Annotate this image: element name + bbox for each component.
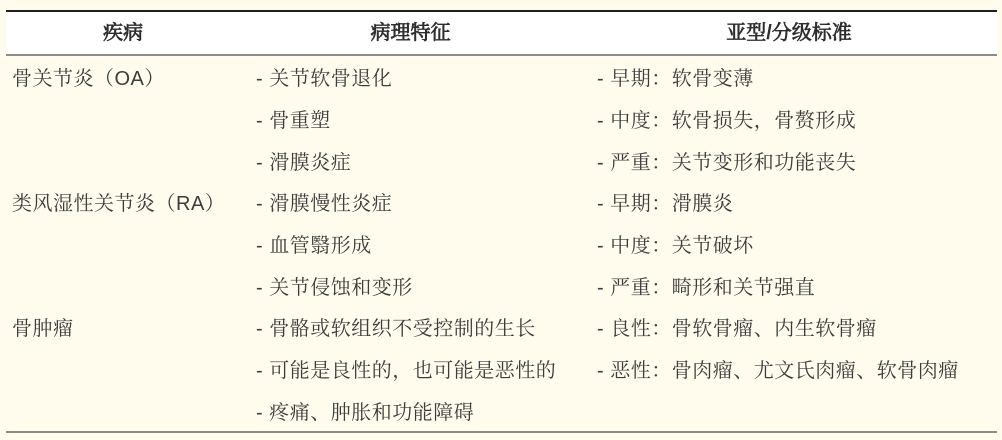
header-cell-pathology: 病理特征 [240, 12, 581, 55]
disease-table-container [6, 10, 997, 433]
table-row [6, 306, 997, 431]
criteria-line: - 严重：关节变形和功能丧失 [597, 151, 857, 174]
features-cell [240, 306, 581, 431]
criteria-line: - 严重：畸形和关节强直 [597, 276, 816, 299]
feature-line: - 滑膜炎症 [256, 151, 352, 174]
criteria-line: - 良性：骨软骨瘤、内生软骨瘤 [597, 317, 877, 340]
disease-name: 类风湿性关节炎（RA） [12, 192, 226, 215]
disease-table [6, 12, 997, 431]
feature-line: - 骨骼或软组织不受控制的生长 [256, 317, 536, 340]
disease-cell [6, 55, 240, 181]
features-cell [240, 55, 581, 181]
header-cell-subtype-grading: 亚型/分级标准 [581, 12, 997, 55]
disease-name: 骨肿瘤 [12, 317, 74, 340]
feature-line: - 关节软骨退化 [256, 67, 393, 90]
criteria-line: - 中度：软骨损失，骨赘形成 [597, 109, 857, 132]
feature-line: - 疼痛、肿胀和功能障碍 [256, 401, 475, 424]
feature-line: - 关节侵蚀和变形 [256, 276, 413, 299]
criteria-cell [581, 55, 997, 181]
feature-line: - 血管翳形成 [256, 234, 372, 257]
feature-line: - 可能是良性的，也可能是恶性的 [256, 359, 557, 382]
feature-line: - 滑膜慢性炎症 [256, 192, 393, 215]
header-row [6, 12, 997, 55]
header-cell-disease: 疾病 [6, 12, 240, 55]
disease-name: 骨关节炎（OA） [12, 67, 165, 90]
criteria-cell [581, 306, 997, 431]
criteria-cell [581, 181, 997, 306]
criteria-line: - 早期：滑膜炎 [597, 192, 734, 215]
feature-line: - 骨重塑 [256, 109, 331, 132]
criteria-line: - 早期：软骨变薄 [597, 67, 754, 90]
table-row [6, 55, 997, 181]
criteria-line: - 恶性：骨肉瘤、尤文氏肉瘤、软骨肉瘤 [597, 359, 959, 382]
disease-cell [6, 181, 240, 306]
criteria-line: - 中度：关节破坏 [597, 234, 754, 257]
table-row [6, 181, 997, 306]
disease-cell [6, 306, 240, 431]
features-cell [240, 181, 581, 306]
